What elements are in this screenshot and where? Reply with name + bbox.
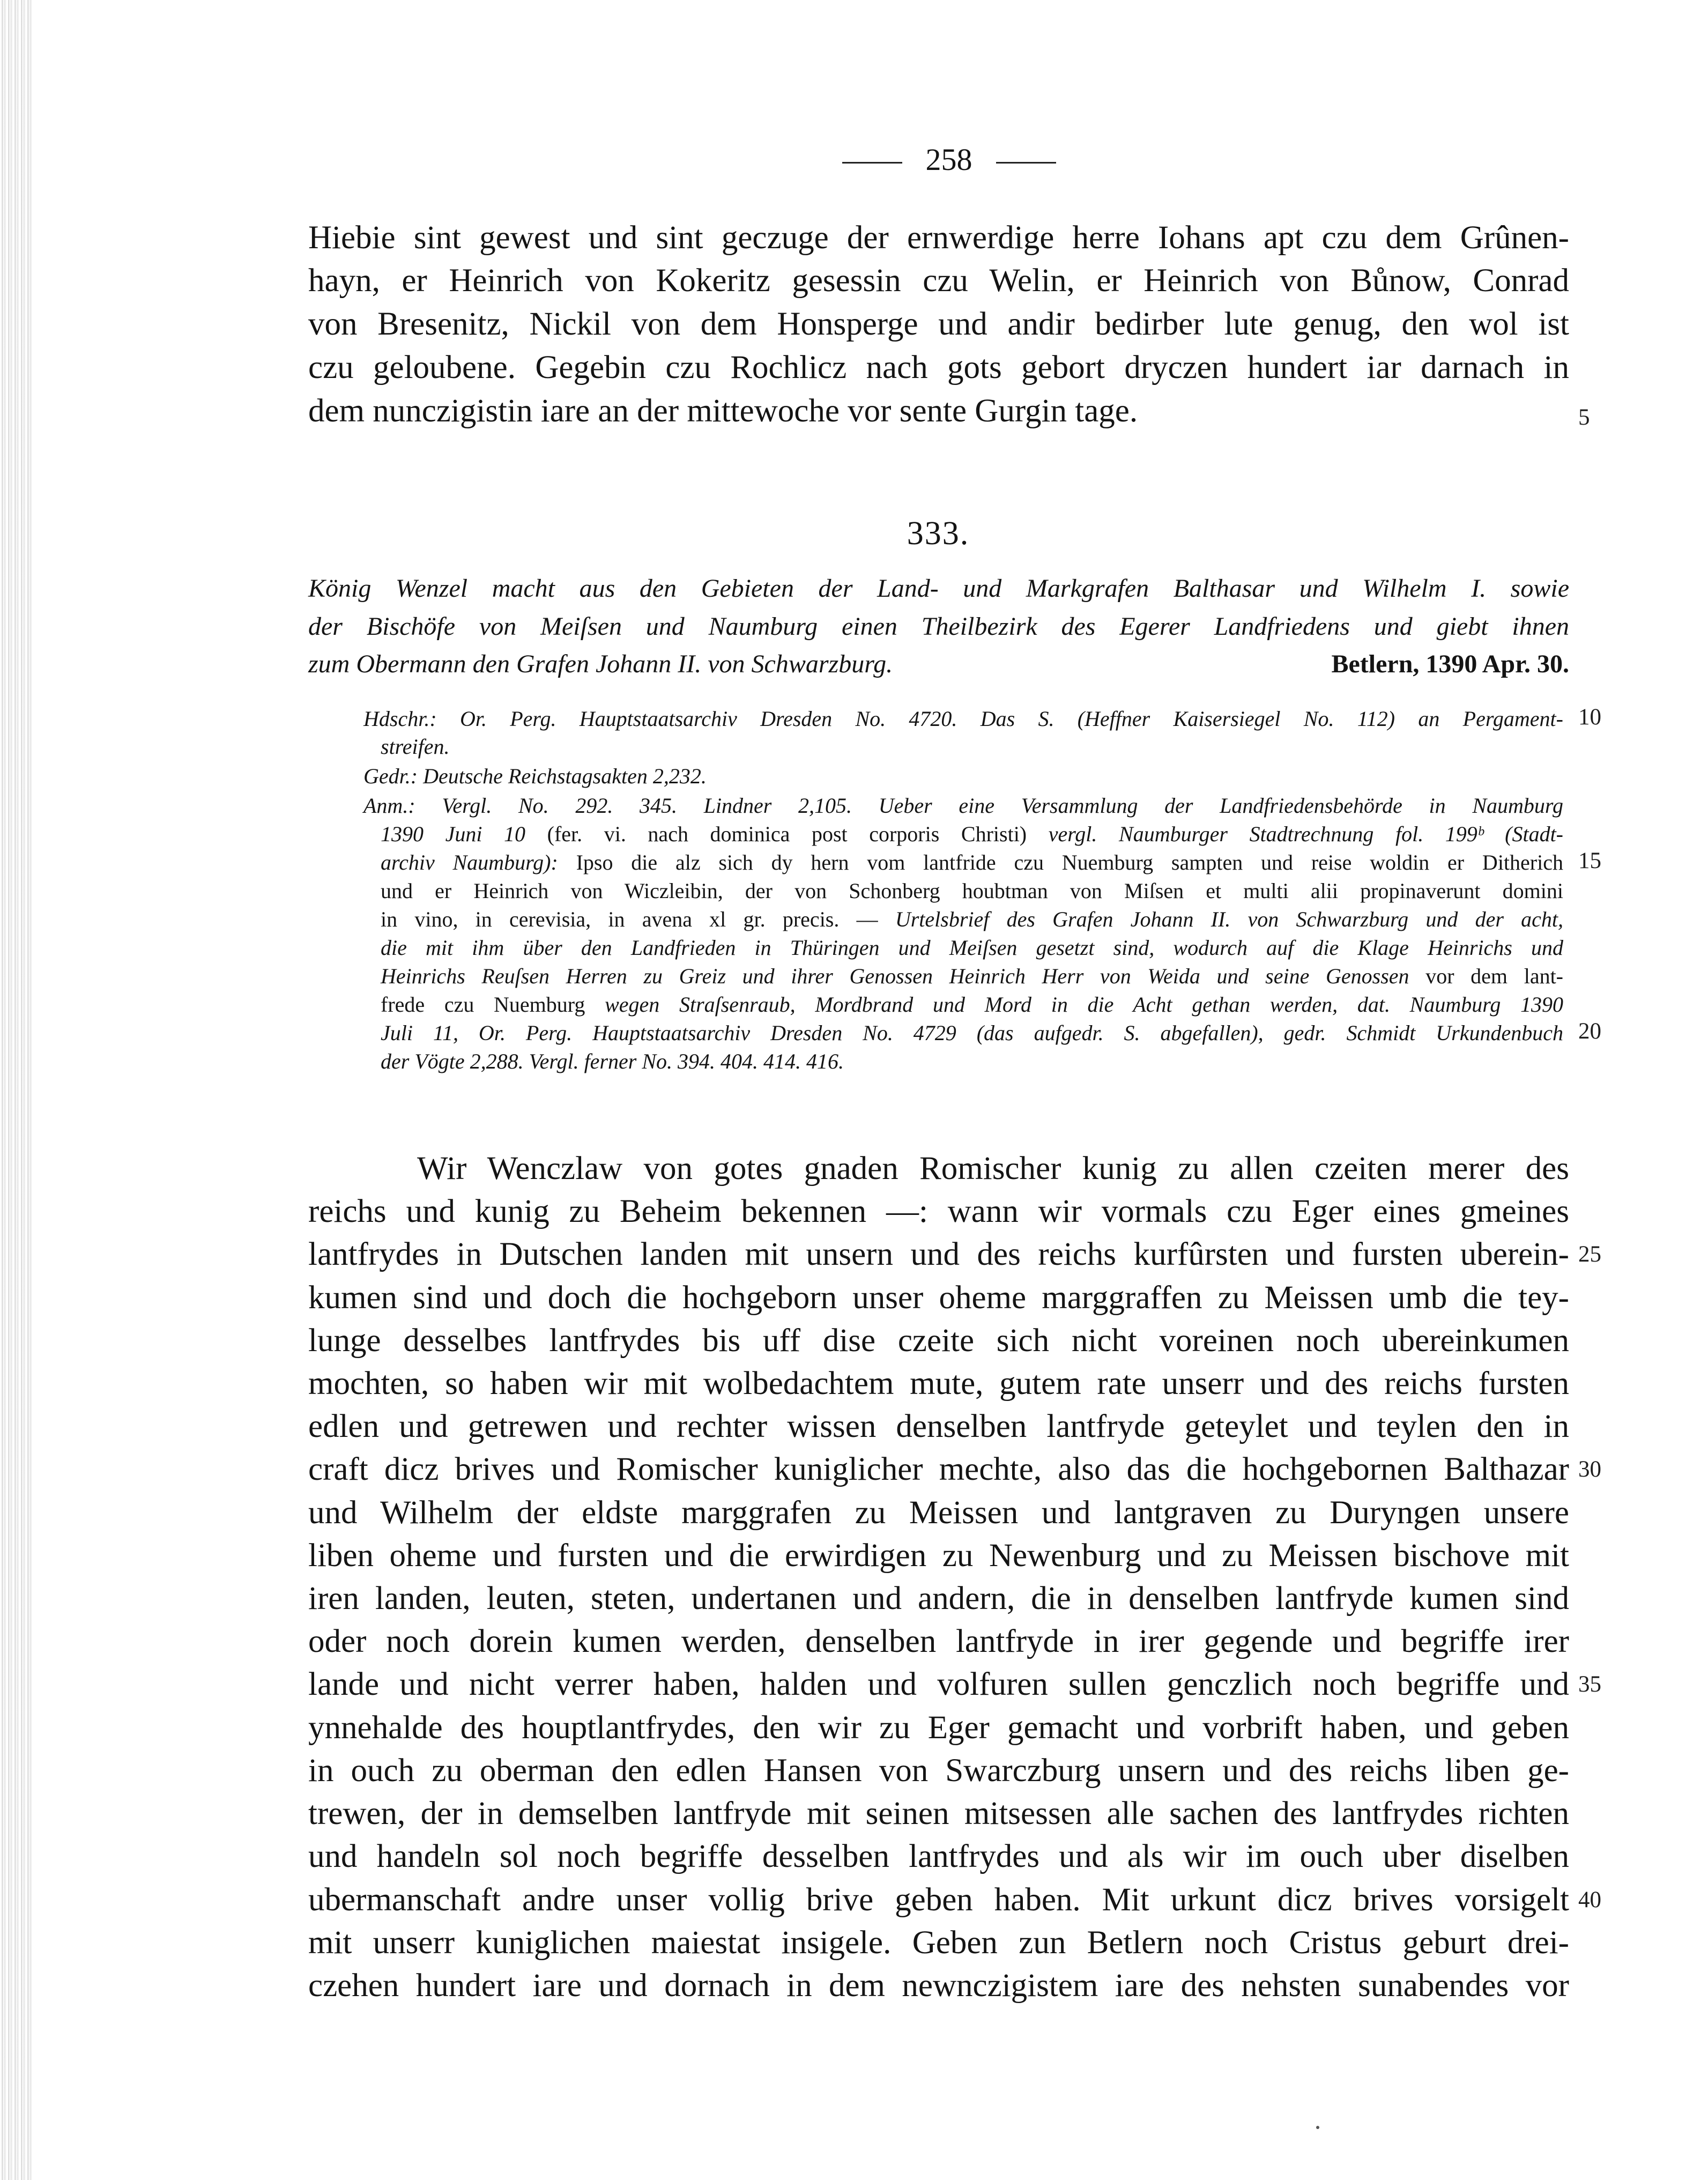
- note-hdschr: Hdschr.: Or. Perg. Hauptstaatsarchiv Dresden No. 4720. Das S. (Heffner Kaisersiegel No. 112) an Pergament-: [363, 707, 1563, 731]
- note-gedr: Gedr.: Deutsche Reichstagsakten 2,232.: [363, 764, 707, 788]
- note-anm-cont: [381, 820, 1563, 849]
- page-number-left-rule: [842, 162, 902, 164]
- regest-line: der Bischöfe von Meiſsen und Naumburg einen Theilbezirk des Egerer Landfriedens und giebt ihnen: [308, 612, 1569, 641]
- line-number: 10: [1578, 705, 1601, 730]
- text-line: trewen, der in demselben lantfryde mit seinen mitsessen alle sachen des lantfrydes richten: [308, 1796, 1569, 1832]
- note-segment: 1390 Juni 10: [381, 822, 547, 846]
- note-segment: in vino, in cerevisia, in avena xl gr. precis. —: [381, 907, 895, 931]
- scan-edge-shadow: [0, 0, 32, 2180]
- ink-speck: [1316, 2126, 1319, 2129]
- note-segment: archiv Naumburg):: [381, 850, 576, 874]
- text-line: lunge desselbes lantfrydes bis uff dise czeite sich nicht voreinen noch ubereinkumen: [308, 1323, 1569, 1359]
- text-line: lantfrydes in Dutschen landen mit unsern und des reichs kurfûrsten und fursten uberein-: [308, 1236, 1569, 1272]
- note-segment: Ipso die alz sich dy hern vom lantfride czu Nuemburg sampten und reise woldin er Ditherich: [576, 850, 1563, 874]
- text-line: mit unserr kuniglichen maiestat insigele. Geben zun Betlern noch Cristus geburt drei-: [308, 1925, 1569, 1961]
- text-line: Wir Wenczlaw von gotes gnaden Romischer kunig zu allen czeiten merer des: [417, 1151, 1569, 1187]
- note-anm-cont: [381, 848, 1563, 877]
- line-number: 40: [1578, 1887, 1601, 1912]
- line-number: 15: [1578, 848, 1601, 873]
- document-number: 333.: [907, 515, 970, 552]
- regest-date: Betlern, 1390 Apr. 30.: [1331, 650, 1569, 678]
- text-line: und Wilhelm der eldste marggrafen zu Meissen und lantgraven zu Duryngen unsere: [308, 1495, 1569, 1531]
- line-number: 20: [1578, 1019, 1601, 1044]
- text-line: und handeln sol noch begriffe desselben lantfrydes und als wir im ouch uber diselben: [308, 1838, 1569, 1874]
- note-anm-cont: [381, 990, 1563, 1019]
- regest-line-with-date: [308, 646, 1569, 683]
- text-line: edlen und getrewen und rechter wissen denselben lantfryde geteylet und teylen den in: [308, 1408, 1569, 1444]
- line-number: 25: [1578, 1242, 1601, 1267]
- page-number-text: 258: [925, 142, 972, 177]
- note-segment: (fer. vi. nach dominica post corporis Christi): [547, 822, 1049, 846]
- text-line: kumen sind und doch die hochgeborn unser oheme marggraffen zu Meissen umb die tey-: [308, 1280, 1569, 1316]
- text-line: hayn, er Heinrich von Kokeritz gesessin czu Welin, er Heinrich von Bůnow, Conrad: [308, 263, 1569, 299]
- note-segment: frede czu Nuemburg: [381, 992, 605, 1017]
- text-line: czu geloubene. Gegebin czu Rochlicz nach gots gebort dryczen hundert iar darnach in: [308, 350, 1569, 385]
- note-anm-cont: und er Heinrich von Wiczleibin, der von Schonberg houbtman von Miſsen et multi alii propinaverunt domini: [381, 879, 1563, 903]
- note-anm-cont: Juli 11, Or. Perg. Hauptstaatsarchiv Dresden No. 4729 (das aufgedr. S. abgefallen), gedr. Schmidt Urkundenbuch: [381, 1021, 1563, 1045]
- text-line: von Bresenitz, Nickil von dem Honsperge und andir bedirber lute genug, den wol ist: [308, 306, 1569, 342]
- note-anm-cont: [381, 905, 1563, 934]
- note-segment: wegen Straſsenraub, Mordbrand und Mord in die Acht gethan werden, dat. Naumburg 1390: [605, 992, 1563, 1017]
- note-segment: vergl. Naumburger Stadtrechnung fol. 199ᵇ (Stadt-: [1048, 822, 1564, 846]
- text-line: liben oheme und fursten und die erwirdigen zu Newenburg und zu Meissen bischove mit: [308, 1538, 1569, 1574]
- note-anm-cont: die mit ihm über den Landfrieden in Thüringen und Meiſsen gesetzt sind, wodurch auf die Klage Heinrichs und: [381, 936, 1563, 960]
- regest-line: zum Obermann den Grafen Johann II. von Schwarzburg.: [308, 650, 893, 678]
- text-line: craft dicz brives und Romischer kuniglicher mechte, also das die hochgebornen Balthazar: [308, 1451, 1569, 1487]
- note-anm: Anm.: Vergl. No. 292. 345. Lindner 2,105. Ueber eine Versammlung der Landfriedensbehörde in Naumburg: [363, 794, 1563, 818]
- text-line: iren landen, leuten, steten, undertanen und andern, die in denselben lantfryde kumen sind: [308, 1581, 1569, 1617]
- text-line: dem nunczigistin iare an der mittewoche vor sente Gurgin tage.: [308, 393, 1138, 429]
- text-line: oder noch dorein kumen werden, denselben lantfryde in irer gegende und begriffe irer: [308, 1623, 1569, 1659]
- text-line: in ouch zu oberman den edlen Hansen von Swarczburg unsern und des reichs liben ge-: [308, 1753, 1569, 1789]
- regest-line: König Wenzel macht aus den Gebieten der Land- und Markgrafen Balthasar und Wilhelm I. sowie: [308, 574, 1569, 603]
- page-number-right-rule: [996, 162, 1056, 164]
- text-line: ynnehalde des houptlantfrydes, den wir zu Eger gemacht und vorbrift haben, und geben: [308, 1710, 1569, 1746]
- text-line: reichs und kunig zu Beheim bekennen —: wann wir vormals czu Eger eines gmeines: [308, 1193, 1569, 1229]
- line-number: 35: [1578, 1672, 1601, 1697]
- note-anm-cont: der Vögte 2,288. Vergl. ferner No. 394. 404. 414. 416.: [381, 1049, 844, 1073]
- line-number: 5: [1578, 405, 1590, 430]
- text-line: mochten, so haben wir mit wolbedachtem mute, gutem rate unserr und des reichs fursten: [308, 1366, 1569, 1402]
- note-segment: Urtelsbrief des Grafen Johann II. von Schwarzburg und der acht,: [895, 907, 1564, 931]
- text-line: ubermanschaft andre unser vollig brive geben haben. Mit urkunt dicz brives vorsigelt: [308, 1882, 1569, 1918]
- text-line: lande und nicht verrer haben, halden und volfuren sullen genczlich noch begriffe und: [308, 1666, 1569, 1702]
- text-line: Hiebie sint gewest und sint geczuge der ernwerdige herre Iohans apt czu dem Grûnen-: [308, 220, 1569, 256]
- note-hdschr-cont: streifen.: [381, 735, 450, 759]
- page-number: [793, 141, 1104, 179]
- line-number: 30: [1578, 1457, 1601, 1482]
- note-anm-cont: [381, 962, 1563, 991]
- text-line: czehen hundert iare und dornach in dem newnczigistem iare des nehsten sunabendes vor: [308, 1968, 1569, 2004]
- note-segment: vor dem lant-: [1425, 964, 1564, 988]
- note-segment: Heinrichs Reuſsen Herren zu Greiz und ihrer Genossen Heinrich Herr von Weida und seine Genossen: [381, 964, 1426, 988]
